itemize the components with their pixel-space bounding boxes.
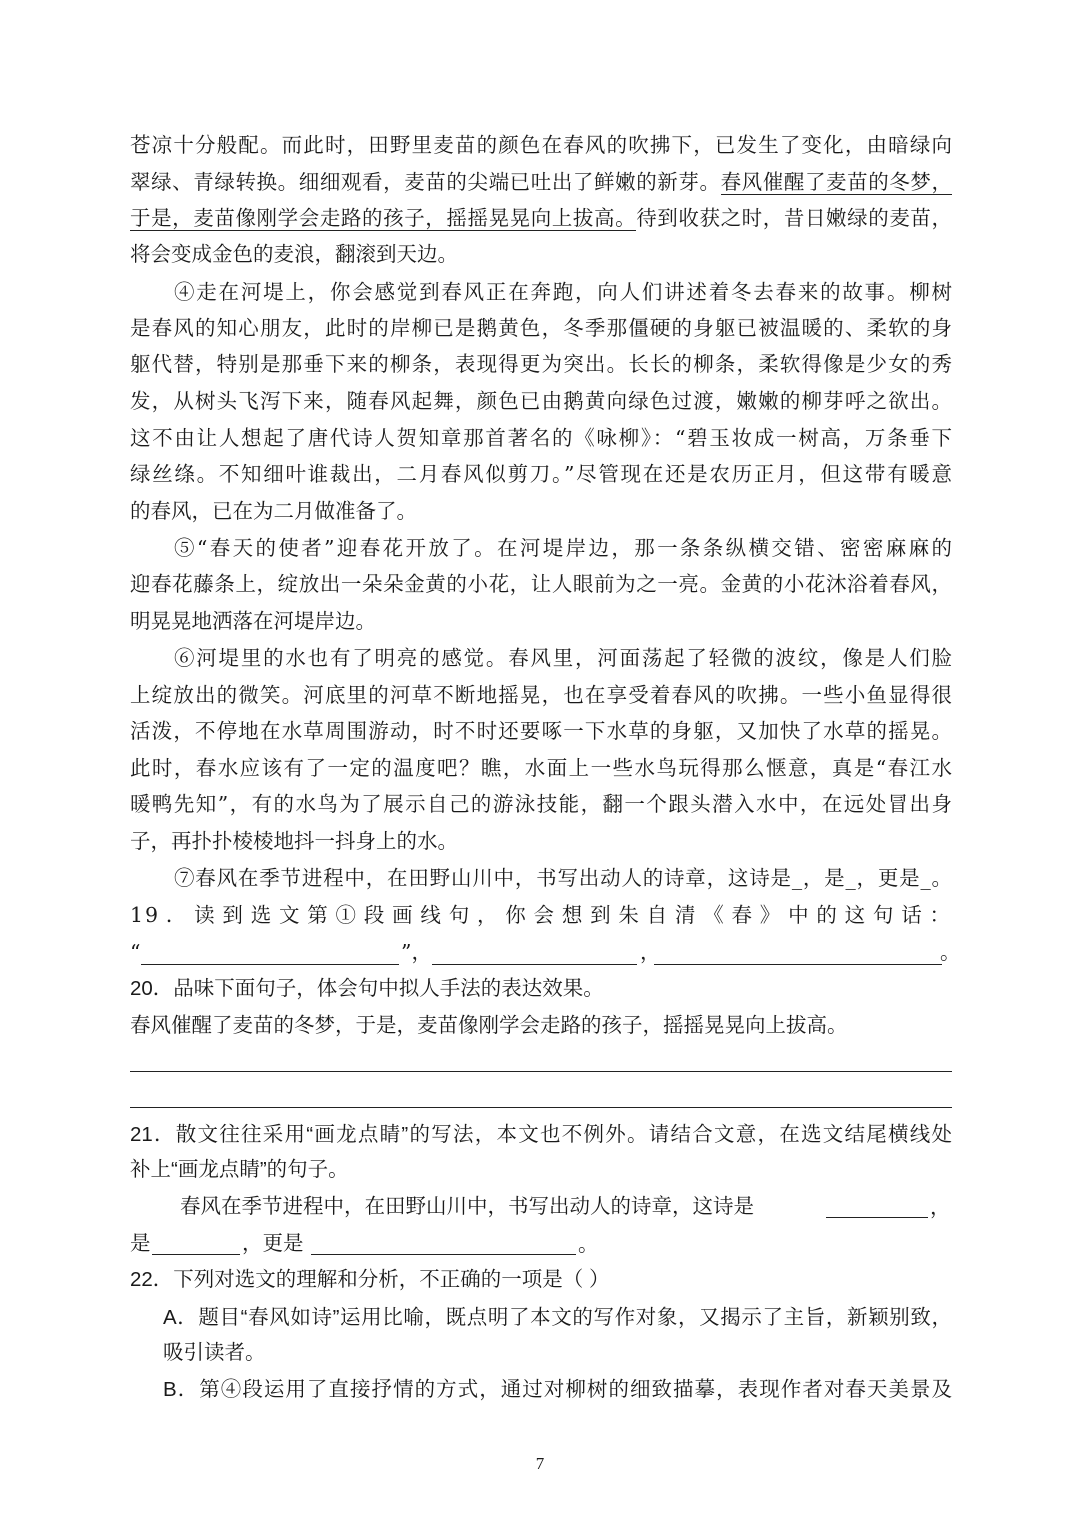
paragraph-7-line: ⑦春风在季节进程中，在田野山川中，书写出动人的诗章，这诗是_，是_，更是_。 — [174, 866, 952, 890]
paragraph-6-line: 上绽放出的微笑。河底里的河草不断地摇晃，也在享受着春风的吹拂。一些小鱼显得很 — [130, 683, 952, 707]
paragraph-4-line: 的春风，已在为二月做准备了。 — [130, 499, 417, 523]
option-a-cont: 吸引读者。 — [163, 1341, 266, 1364]
page-number: 7 — [535, 1454, 545, 1473]
answer-blank-19c[interactable] — [654, 940, 942, 965]
close-quote: ”， — [401, 940, 432, 964]
question-21: 21．散文往往采用“画龙点睛”的写法，本文也不例外。请结合文意，在选文结尾横线处 — [130, 1123, 952, 1146]
fill-sentence: 春风在季节进程中，在田野山川中，书写出动人的诗章，这诗是 — [180, 1195, 754, 1218]
text: 翠绿、青绿转换。细细观看，麦苗的尖端已吐出了鲜嫩的新芽。 — [130, 170, 721, 194]
paragraph-4-line: 绿丝绦。不知细叶谁裁出，二月春风似剪刀。”尽管现在还是农历正月，但这带有暖意 — [130, 462, 952, 486]
paragraph-4-line: ④走在河堤上，你会感觉到春风正在奔跑，向人们讲述着冬去春来的故事。柳树 — [174, 280, 952, 304]
paragraph-6-line: 活泼，不停地在水草周围游动，时不时还要啄一下水草的身躯，又加快了水草的摇晃。 — [130, 719, 952, 743]
paragraph-5-line: 明晃晃地洒落在河堤岸边。 — [130, 609, 376, 633]
answer-blank-19b[interactable] — [432, 940, 637, 965]
period: 。 — [940, 940, 961, 964]
passage-line: 苍凉十分般配。而此时，田野里麦苗的颜色在春风的吹拂下，已发生了变化，由暗绿向 — [130, 133, 952, 157]
answer-blank-21b[interactable] — [152, 1230, 240, 1255]
paragraph-4-line: 这不由让人想起了唐代诗人贺知章那首著名的《咏柳》：“碧玉妆成一树高，万条垂下 — [130, 426, 952, 450]
passage-line: 将会变成金色的麦浪，翻滚到天边。 — [130, 242, 458, 266]
answer-blank-21a[interactable] — [826, 1193, 928, 1218]
answer-blank-19a[interactable] — [141, 940, 399, 965]
comma: ， — [930, 1195, 951, 1219]
question-21-line2: 补上“画龙点睛”的句子。 — [130, 1158, 349, 1181]
open-quote: “ — [130, 940, 141, 964]
text: 待到收获之时，昔日嫩绿的麦苗， — [636, 206, 953, 230]
paragraph-6-line: ⑥河堤里的水也有了明亮的感觉。春风里，河面荡起了轻微的波纹，像是人们脸 — [174, 646, 952, 670]
paragraph-4-line: 是春风的知心朋友，此时的岸柳已是鹅黄色，冬季那僵硬的身躯已被温暖的、柔软的身 — [130, 316, 952, 340]
paragraph-6-line: 此时，春水应该有了一定的温度吧？瞧，水面上一些水鸟玩得那么惬意，真是“春江水 — [130, 756, 952, 780]
comma: ， — [640, 940, 661, 964]
underlined-sentence: 春风催醒了麦苗的冬梦， — [720, 170, 952, 194]
passage-line — [130, 200, 952, 236]
paragraph-4-line: 发，从树头飞泻下来，随春风起舞，颜色已由鹅黄向绿色过渡，嫩嫩的柳芽呼之欲出。 — [130, 389, 952, 413]
question-20-sentence: 春风催醒了麦苗的冬梦，于是，麦苗像刚学会走路的孩子，摇摇晃晃向上拔高。 — [130, 1014, 848, 1037]
fill-text: ，更是 — [242, 1232, 304, 1255]
option-a[interactable]: A．题目“春风如诗”运用比喻，既点明了本文的写作对象，又揭示了主旨，新颖别致， — [163, 1306, 952, 1329]
answer-line-20b[interactable] — [130, 1107, 952, 1108]
underlined-sentence: 于是，麦苗像刚学会走路的孩子，摇摇晃晃向上拔高。 — [130, 206, 637, 230]
question-20: 20．品味下面句子，体会句中拟人手法的表达效果。 — [130, 977, 604, 1000]
paragraph-5-line: 迎春花藤条上，绽放出一朵朵金黄的小花，让人眼前为之一亮。金黄的小花沐浴着春风， — [130, 572, 952, 596]
passage-line — [130, 164, 952, 200]
paragraph-4-line: 躯代替，特别是那垂下来的柳条，表现得更为突出。长长的柳条，柔软得像是少女的秀 — [130, 352, 952, 376]
paragraph-6-line: 暖鸭先知”，有的水鸟为了展示自己的游泳技能，翻一个跟头潜入水中，在远处冒出身 — [130, 792, 952, 816]
option-b[interactable]: B．第④段运用了直接抒情的方式，通过对柳树的细致描摹，表现作者对春天美景及 — [163, 1378, 952, 1401]
fill-text: 是 — [130, 1232, 151, 1255]
answer-line-20a[interactable] — [130, 1071, 952, 1072]
paragraph-6-line: 子，再扑扑棱棱地抖一抖身上的水。 — [130, 829, 458, 853]
question-22: 22．下列对选文的理解和分析，不正确的一项是（ ） — [130, 1268, 610, 1291]
period: 。 — [578, 1232, 599, 1256]
answer-blank-21c[interactable] — [311, 1230, 576, 1255]
question-19: 19．读到选文第①段画线句，你会想到朱自清《春》中的这句话： — [130, 903, 952, 927]
paragraph-5-line: ⑤“春天的使者”迎春花开放了。在河堤岸边，那一条条纵横交错、密密麻麻的 — [174, 536, 952, 560]
